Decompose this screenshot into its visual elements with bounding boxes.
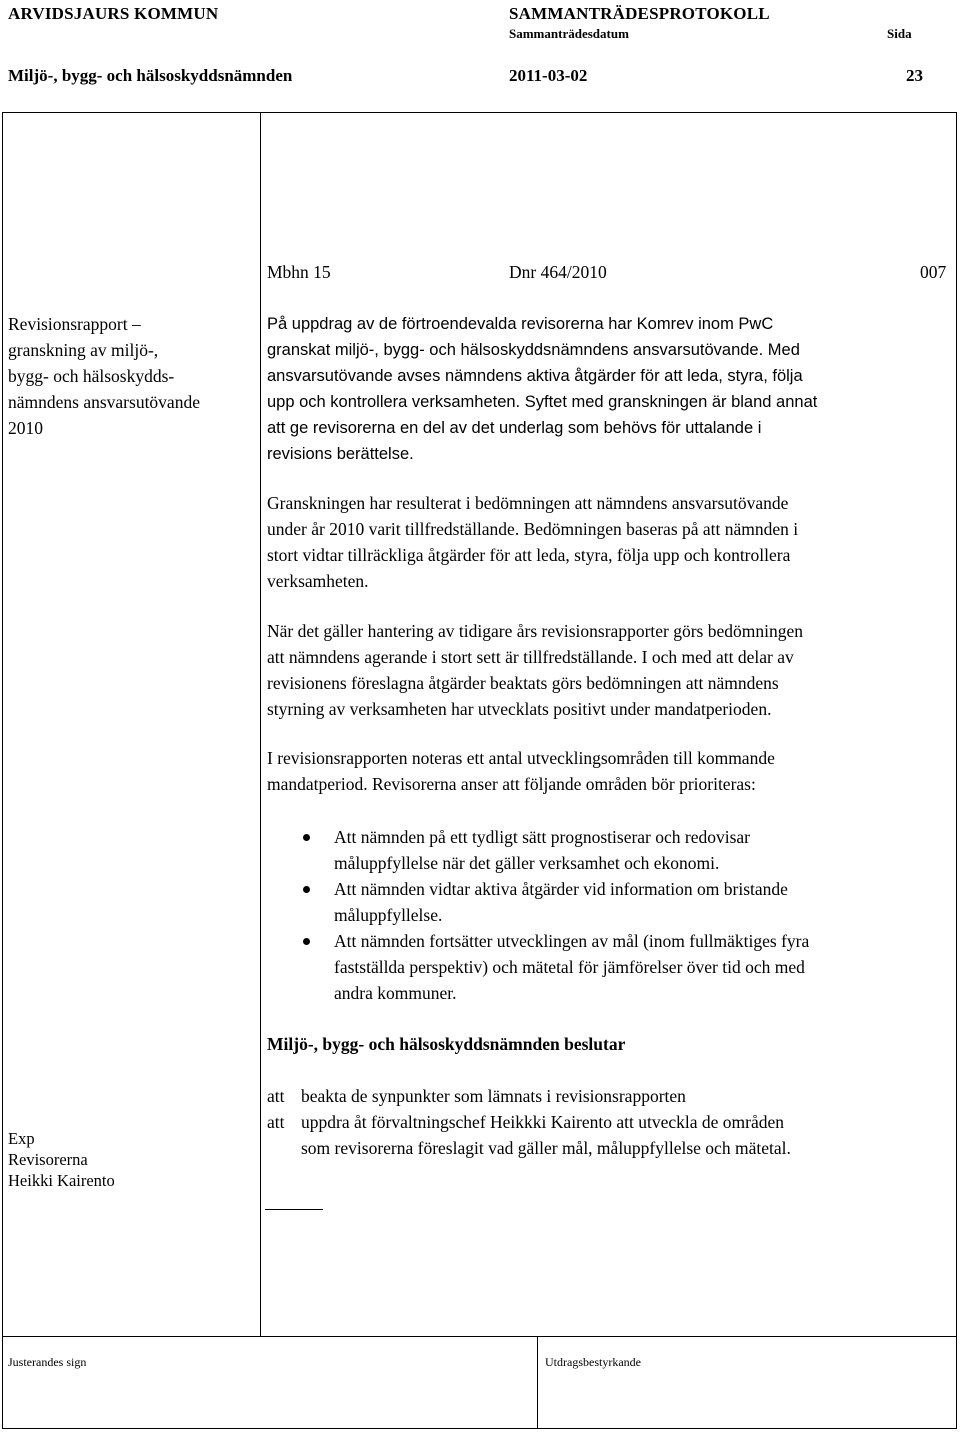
decision-prefix: att bbox=[267, 1112, 285, 1132]
intro-paragraph bbox=[267, 311, 947, 467]
text-line: På uppdrag av de förtroendevalda revisorerna har Komrev inom PwC bbox=[267, 315, 774, 333]
text-line: beakta de synpunkter som lämnats i revisionsrapporten bbox=[301, 1086, 686, 1106]
document-type: SAMMANTRÄDESPROTOKOLL bbox=[509, 4, 770, 23]
text-line: som revisorerna föreslagit vad gäller mål, måluppfyllelse och mätetal. bbox=[301, 1138, 791, 1158]
organization-name: ARVIDSJAURS KOMMUN bbox=[8, 4, 219, 23]
assessment-paragraph bbox=[267, 490, 947, 594]
text-line: upp och kontrollera verksamheten. Syftet med granskningen är bland annat bbox=[267, 393, 818, 411]
distribution-list bbox=[8, 1128, 258, 1191]
text-line: måluppfyllelse när det gäller verksamhet och ekonomi. bbox=[334, 853, 720, 873]
decision-list bbox=[267, 1083, 952, 1161]
footer-column-divider bbox=[537, 1336, 538, 1429]
list-item bbox=[267, 824, 947, 876]
meeting-date-label: Sammanträdesdatum bbox=[509, 26, 629, 41]
footer-divider bbox=[2, 1336, 957, 1337]
priority-list bbox=[267, 824, 947, 1006]
subject-line: bygg- och hälsoskydds- bbox=[8, 366, 175, 386]
text-line: verksamheten. bbox=[267, 571, 369, 591]
previous-reports-paragraph bbox=[267, 618, 947, 722]
decision-prefix: att bbox=[267, 1086, 285, 1106]
paragraph-reference: Mbhn 15 bbox=[267, 262, 331, 282]
decision-item bbox=[267, 1109, 952, 1161]
margin-divider bbox=[260, 112, 261, 1336]
bullet-icon bbox=[303, 834, 310, 841]
text-line: stort vidtar tillräckliga åtgärder för att leda, styra, följa upp och kontrollera bbox=[267, 545, 791, 565]
committee-name: Miljö-, bygg- och hälsoskyddsnämnden bbox=[8, 66, 293, 85]
text-line: Granskningen har resulterat i bedömningen att nämndens ansvarsutövande bbox=[267, 493, 789, 513]
text-line: uppdra åt förvaltningschef Heikkki Kairento att utveckla de områden bbox=[301, 1112, 785, 1132]
text-line: Att nämnden på ett tydligt sätt prognostiserar och redovisar bbox=[334, 827, 751, 847]
subject-line: Revisionsrapport – bbox=[8, 314, 141, 334]
decision-item bbox=[267, 1083, 952, 1109]
case-subject bbox=[8, 311, 258, 441]
list-item bbox=[267, 876, 947, 928]
text-line: revisionens föreslagna åtgärder beaktats görs bedömningen att nämndens bbox=[267, 673, 779, 693]
diary-number: Dnr 464/2010 bbox=[509, 262, 607, 282]
text-line: När det gäller hantering av tidigare års revisionsrapporter görs bedömningen bbox=[267, 621, 803, 641]
bullet-icon bbox=[303, 938, 310, 945]
text-line: fastställda perspektiv) och mätetal för jämförelser över tid och med bbox=[334, 957, 805, 977]
text-line: Att nämnden vidtar aktiva åtgärder vid information om bristande bbox=[334, 879, 788, 899]
list-item bbox=[267, 928, 947, 1006]
text-line: att nämndens agerande i stort sett är tillfredställande. I och med att delar av bbox=[267, 647, 794, 667]
distribution-item: Heikki Kairento bbox=[8, 1171, 115, 1190]
text-line: måluppfyllelse. bbox=[334, 905, 443, 925]
case-code: 007 bbox=[920, 262, 947, 282]
text-line: styrning av verksamheten har utvecklats positivt under mandatperioden. bbox=[267, 699, 772, 719]
distribution-item: Exp bbox=[8, 1129, 35, 1148]
text-line: ansvarsutövande avses nämndens aktiva åtgärder för att leda, styra, följa bbox=[267, 367, 803, 385]
bullet-icon bbox=[303, 886, 310, 893]
distribution-item: Revisorerna bbox=[8, 1150, 88, 1169]
decision-heading: Miljö-, bygg- och hälsoskyddsnämnden beslutar bbox=[267, 1034, 626, 1054]
subject-line: granskning av miljö-, bbox=[8, 340, 159, 360]
text-line: att ge revisorerna en del av det underlag som behövs för uttalande i bbox=[267, 419, 762, 437]
text-line: under år 2010 varit tillfredställande. Bedömningen baseras på att nämnden i bbox=[267, 519, 799, 539]
text-line: revisions berättelse. bbox=[267, 445, 414, 463]
development-paragraph bbox=[267, 745, 947, 797]
text-line: mandatperiod. Revisorerna anser att följande områden bör prioriteras: bbox=[267, 774, 756, 794]
text-line: Att nämnden fortsätter utvecklingen av mål (inom fullmäktiges fyra bbox=[334, 931, 810, 951]
page-label: Sida bbox=[887, 26, 912, 41]
page-number: 23 bbox=[906, 66, 923, 85]
text-line: I revisionsrapporten noteras ett antal utvecklingsområden till kommande bbox=[267, 748, 775, 768]
certification-label: Utdragsbestyrkande bbox=[545, 1355, 641, 1369]
text-line: granskat miljö-, bygg- och hälsoskyddsnämndens ansvarsutövande. Med bbox=[267, 341, 800, 359]
end-rule bbox=[265, 1209, 323, 1210]
meeting-date: 2011-03-02 bbox=[509, 66, 588, 85]
signature-label: Justerandes sign bbox=[8, 1355, 87, 1369]
subject-line: 2010 bbox=[8, 418, 43, 438]
text-line: andra kommuner. bbox=[334, 983, 457, 1003]
subject-line: nämndens ansvarsutövande bbox=[8, 392, 200, 412]
